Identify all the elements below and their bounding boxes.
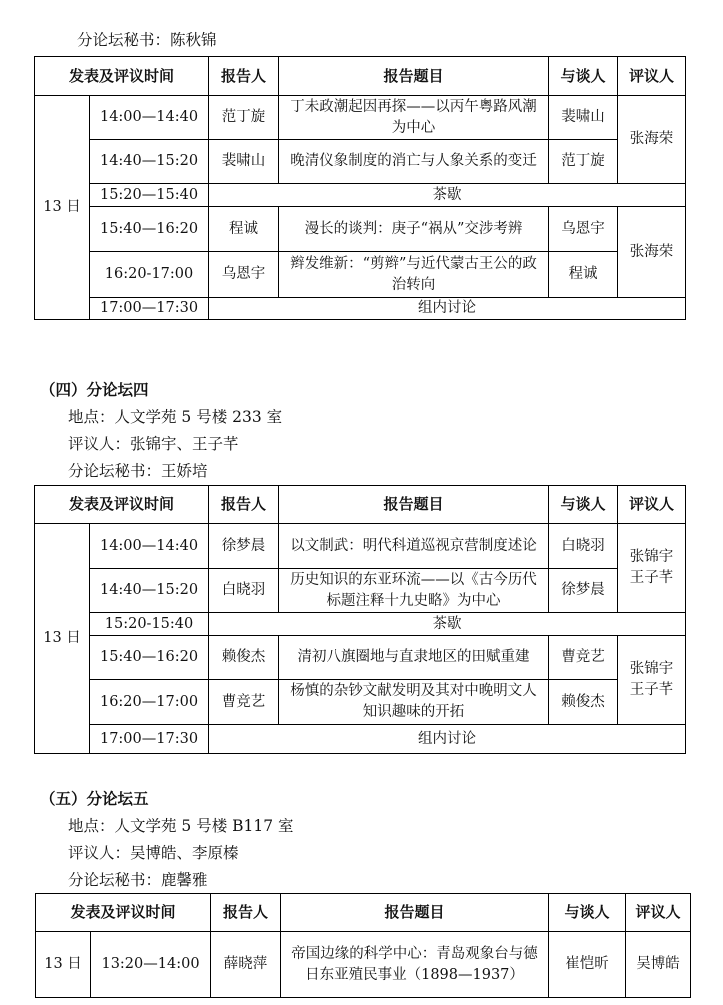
commentator-cell: 张锦宇 王子芊 [618,636,686,725]
session-break-cell: 茶歇 [209,613,686,636]
paper-title-cell: 丁未政潮起因再探——以丙午粤路风潮为中心 [279,96,549,140]
speaker-cell: 白晓羽 [209,569,279,613]
break-row [35,184,686,207]
forum5-location: 地点：人文学苑 5 号楼 B117 室 [68,817,294,835]
forum4-commentators: 评议人：张锦宇、王子芊 [68,435,239,453]
commentator-cell: 张海荣 [618,96,686,184]
time-cell: 15:20-15:40 [90,613,209,636]
time-cell: 15:20—15:40 [90,184,209,207]
header-commentator: 评议人 [618,486,686,524]
table-row [35,524,686,569]
time-cell: 15:40—16:20 [90,207,209,252]
break-row [35,298,686,320]
paper-title-cell: 以文制武：明代科道巡视京营制度述论 [279,524,549,569]
discussant-cell: 徐梦晨 [549,569,618,613]
forum3-schedule-table [34,56,686,320]
day-cell: 13 日 [35,96,90,320]
paper-title-cell: 清初八旗圈地与直隶地区的田赋重建 [279,636,549,680]
time-cell: 14:40—15:20 [90,140,209,184]
speaker-cell: 程诚 [209,207,279,252]
discussant-cell: 裴啸山 [549,96,618,140]
time-cell: 17:00—17:30 [90,725,209,754]
time-cell: 14:00—14:40 [90,524,209,569]
session-break-cell: 组内讨论 [209,298,686,320]
forum5-secretary: 分论坛秘书：鹿馨雅 [68,871,208,889]
header-title: 报告题目 [281,894,549,932]
forum3-secretary: 分论坛秘书：陈秋锦 [77,31,217,49]
forum5-commentators: 评议人：吴博皓、李原榛 [68,844,239,862]
commentator-cell: 张海荣 [618,207,686,298]
table-row [35,252,686,298]
header-time: 发表及评议时间 [36,894,211,932]
paper-title-cell: 辫发维新：“剪辫”与近代蒙古王公的政治转向 [279,252,549,298]
day-cell: 13 日 [36,932,91,998]
forum4-schedule-table [34,485,686,754]
time-cell: 16:20-17:00 [90,252,209,298]
commentator-cell: 张锦宇 王子芊 [618,524,686,613]
paper-title-cell: 历史知识的东亚环流——以《古今历代标题注释十九史略》为中心 [279,569,549,613]
header-speaker: 报告人 [209,57,279,96]
day-cell: 13 日 [35,524,90,754]
break-row [35,613,686,636]
paper-title-cell: 晚清仪象制度的消亡与人象关系的变迁 [279,140,549,184]
paper-title-cell: 帝国边缘的科学中心：青岛观象台与德日东亚殖民事业（1898—1937） [281,932,549,998]
speaker-cell: 曹竞艺 [209,680,279,725]
discussant-cell: 白晓羽 [549,524,618,569]
forum4-heading: （四）分论坛四 [40,380,149,399]
speaker-cell: 裴啸山 [209,140,279,184]
speaker-cell: 乌恩宇 [209,252,279,298]
discussant-cell: 赖俊杰 [549,680,618,725]
time-cell: 13:20—14:00 [91,932,211,998]
header-row [36,894,691,932]
header-row [35,486,686,524]
header-discussant: 与谈人 [549,486,618,524]
speaker-cell: 薛晓萍 [211,932,281,998]
session-break-cell: 组内讨论 [209,725,686,754]
break-row [35,725,686,754]
forum5-schedule-table [35,893,691,998]
header-time: 发表及评议时间 [35,486,209,524]
paper-title-cell: 杨慎的杂钞文献发明及其对中晚明文人知识趣味的开拓 [279,680,549,725]
header-commentator: 评议人 [626,894,691,932]
speaker-cell: 赖俊杰 [209,636,279,680]
table-row [35,680,686,725]
paper-title-cell: 漫长的谈判：庚子“祸从”交涉考辨 [279,207,549,252]
header-row [35,57,686,96]
time-cell: 15:40—16:20 [90,636,209,680]
table-row [35,207,686,252]
header-title: 报告题目 [279,57,549,96]
session-break-cell: 茶歇 [209,184,686,207]
speaker-cell: 范丁旋 [209,96,279,140]
forum4-secretary: 分论坛秘书：王娇培 [68,462,208,480]
discussant-cell: 范丁旋 [549,140,618,184]
header-discussant: 与谈人 [549,57,618,96]
forum4-location: 地点：人文学苑 5 号楼 233 室 [68,408,283,426]
header-discussant: 与谈人 [549,894,626,932]
table-row [35,569,686,613]
discussant-cell: 程诚 [549,252,618,298]
header-time: 发表及评议时间 [35,57,209,96]
discussant-cell: 曹竞艺 [549,636,618,680]
time-cell: 17:00—17:30 [90,298,209,320]
forum5-heading: （五）分论坛五 [40,789,149,808]
table-row [35,140,686,184]
table-row [36,932,691,998]
discussant-cell: 乌恩宇 [549,207,618,252]
commentator-cell: 吴博皓 [626,932,691,998]
header-title: 报告题目 [279,486,549,524]
table-row [35,96,686,140]
table-row [35,636,686,680]
header-speaker: 报告人 [209,486,279,524]
time-cell: 14:00—14:40 [90,96,209,140]
time-cell: 16:20—17:00 [90,680,209,725]
time-cell: 14:40—15:20 [90,569,209,613]
speaker-cell: 徐梦晨 [209,524,279,569]
discussant-cell: 崔恺昕 [549,932,626,998]
header-speaker: 报告人 [211,894,281,932]
header-commentator: 评议人 [618,57,686,96]
